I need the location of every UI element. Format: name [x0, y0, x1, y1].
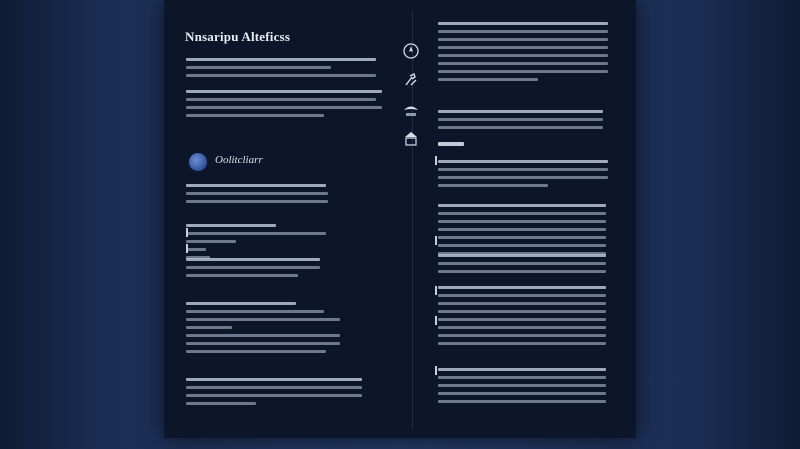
text-line: [438, 126, 603, 129]
text-line: [438, 70, 608, 73]
margin-marker: [435, 366, 437, 375]
text-line: [438, 392, 606, 395]
text-line: [438, 326, 606, 329]
text-line: [438, 270, 606, 273]
compass-icon: [402, 42, 420, 60]
text-line: [438, 212, 606, 215]
text-line: [186, 274, 298, 277]
text-line: [186, 350, 326, 353]
document-title: Nnsaripu Alteficss: [185, 29, 291, 44]
text-line: [438, 368, 606, 371]
margin-marker: [186, 228, 188, 237]
section-heading: Oolitcliarr: [215, 154, 263, 166]
text-line: [186, 394, 362, 397]
text-line: [186, 192, 328, 195]
text-line: [438, 118, 603, 121]
text-line: [438, 302, 606, 305]
text-line: [186, 342, 340, 345]
text-line: [186, 184, 326, 187]
margin-marker: [435, 156, 437, 165]
text-line: [438, 318, 606, 321]
text-line: [438, 376, 606, 379]
text-line: [186, 266, 320, 269]
text-line: [438, 342, 606, 345]
text-line: [186, 326, 232, 329]
text-line: [438, 22, 608, 25]
logo-icon: [189, 153, 207, 171]
text-line: [438, 62, 608, 65]
text-line: [186, 334, 340, 337]
text-line: [438, 204, 606, 207]
text-line: [438, 286, 606, 289]
text-line: [186, 114, 324, 117]
tools-icon: [402, 71, 420, 89]
text-line: [438, 46, 608, 49]
bird-icon: [402, 100, 420, 118]
text-line: [438, 160, 608, 163]
text-line: [438, 236, 606, 239]
text-line: [186, 58, 376, 61]
text-line: [186, 248, 206, 251]
text-line: [186, 232, 326, 235]
text-line: [186, 224, 276, 227]
text-line: [438, 294, 606, 297]
text-line: [438, 310, 606, 313]
text-line: [186, 200, 328, 203]
text-line: [438, 384, 606, 387]
text-line: [186, 106, 382, 109]
text-line: [438, 142, 464, 146]
building-icon: [402, 130, 420, 148]
text-line: [438, 168, 608, 171]
text-line: [438, 254, 606, 257]
text-line: [186, 318, 340, 321]
text-line: [186, 310, 324, 313]
text-line: [438, 30, 608, 33]
text-line: [438, 334, 606, 337]
text-line: [186, 378, 362, 381]
margin-marker: [435, 236, 437, 245]
text-line: [186, 302, 296, 305]
text-line: [438, 78, 538, 81]
text-line: [186, 386, 362, 389]
text-line: [186, 402, 256, 405]
margin-marker: [186, 244, 188, 253]
text-line: [438, 262, 606, 265]
text-line: [438, 400, 606, 403]
margin-marker: [435, 286, 437, 295]
text-line: [438, 54, 608, 57]
text-line: [186, 240, 236, 243]
text-line: [438, 244, 606, 247]
text-line: [186, 98, 376, 101]
text-line: [186, 90, 382, 93]
text-line: [438, 110, 603, 113]
text-line: [438, 184, 548, 187]
text-line: [438, 176, 608, 179]
text-line: [438, 228, 606, 231]
text-line: [186, 74, 376, 77]
text-line: [186, 66, 331, 69]
text-line: [438, 38, 608, 41]
text-line: [186, 258, 320, 261]
text-line: [438, 220, 606, 223]
margin-marker: [435, 316, 437, 325]
